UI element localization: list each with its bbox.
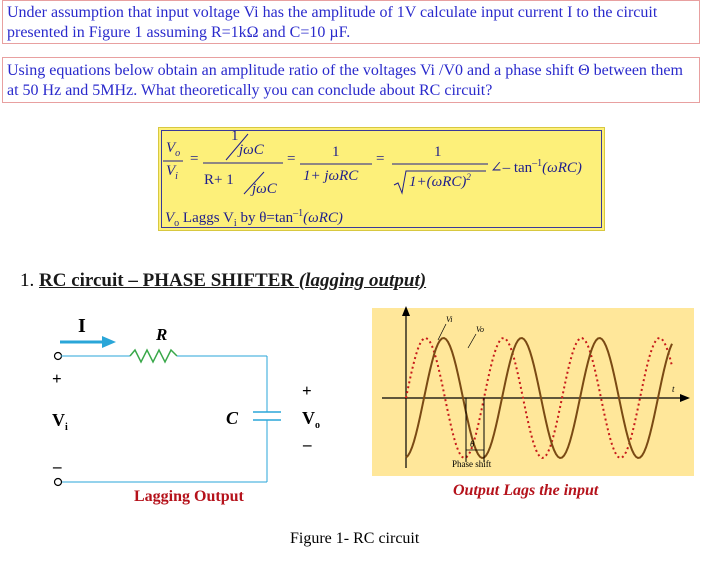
resistor-icon — [130, 350, 177, 362]
lag-statement: $V_o$ Laggs $V_i$ by $\theta=\tan^{-1}(\omega RC)$ — [165, 208, 343, 229]
waveform-diagram — [372, 300, 696, 480]
eq-right-one: 1 — [434, 144, 442, 160]
resistor-label: R — [156, 325, 168, 344]
current-arrow-icon — [60, 336, 116, 348]
eq-den-jwc: jωC — [252, 181, 277, 197]
input-voltage-label: $V_i$ — [52, 410, 68, 433]
output-minus: – — [303, 435, 312, 454]
eq-mid-den: 1+ jωRC — [303, 168, 359, 184]
current-label: I — [78, 315, 86, 337]
question-paragraph-2: Using equations below obtain an amplitude ratio of the voltages Vi /V0 and a phase shift Θ between them at 50 Hz and 5MHz. What theoretically you can conclude about RC circuit? — [7, 62, 683, 99]
input-terminal-top — [55, 353, 62, 360]
theta-label: θ — [470, 439, 475, 449]
eq-vo: $V_o$ — [166, 140, 181, 159]
figure-caption: Figure 1- RC circuit — [290, 530, 420, 547]
section-heading — [20, 270, 426, 292]
capacitor-icon — [253, 412, 281, 420]
eq-mid-one: 1 — [332, 144, 340, 160]
vi-label: Vi — [446, 315, 453, 324]
lagging-output-label: Lagging Output — [134, 488, 244, 505]
eq-right-den: $1+(\omega RC)^2$ — [409, 172, 471, 190]
eq-vi: $V_i$ — [166, 163, 178, 182]
phase-shift-label: Phase shift — [452, 459, 492, 469]
section-number: 1. — [20, 270, 35, 291]
input-terminal-bottom — [55, 479, 62, 486]
rc-circuit-diagram — [40, 300, 340, 490]
t-label: t — [672, 384, 675, 394]
output-plus: + — [302, 381, 312, 400]
input-minus: – — [53, 457, 62, 476]
eq-num-jwc: jωC — [239, 142, 264, 158]
eq-phase: ∠– $\tan^{-1}(\omega RC)$ — [490, 158, 582, 176]
eq-den-r: R+ 1 — [204, 172, 234, 188]
section-title: RC circuit – PHASE SHIFTER (lagging output) — [39, 270, 427, 291]
output-lags-label: Output Lags the input — [453, 482, 599, 499]
vo-label: Vo — [476, 325, 484, 334]
capacitor-label: C — [226, 408, 239, 428]
question-paragraph-1: Under assumption that input voltage Vi has the amplitude of 1V calculate input current I to the circuit presented in Figure 1 assuming R=1kΩ and C=10 µF. — [7, 4, 658, 41]
eq-num-one: 1 — [231, 128, 239, 144]
output-voltage-label: $V_o$ — [302, 408, 320, 431]
input-plus: + — [52, 369, 62, 388]
